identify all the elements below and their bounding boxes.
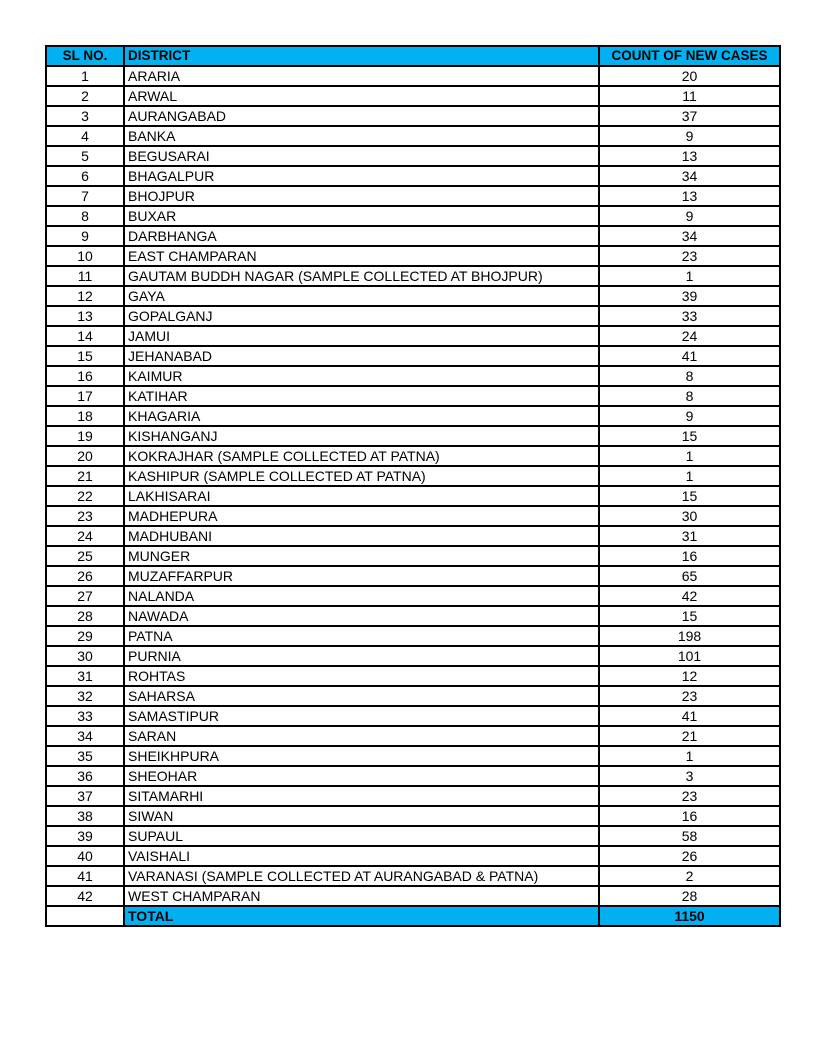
sl-cell: 31 (46, 666, 124, 686)
count-cell: 15 (599, 486, 780, 506)
count-cell: 11 (599, 86, 780, 106)
district-cell: BHAGALPUR (124, 166, 599, 186)
table-row (46, 326, 780, 346)
district-cell: ARARIA (124, 66, 599, 86)
district-cell: LAKHISARAI (124, 486, 599, 506)
district-cell: SHEIKHPURA (124, 746, 599, 766)
district-cell: DARBHANGA (124, 226, 599, 246)
district-cell: SITAMARHI (124, 786, 599, 806)
table-row (46, 386, 780, 406)
count-cell: 1 (599, 446, 780, 466)
district-cell: MUZAFFARPUR (124, 566, 599, 586)
table-row (46, 446, 780, 466)
count-cell: 1 (599, 466, 780, 486)
district-cases-table (45, 45, 781, 927)
district-cell: VARANASI (SAMPLE COLLECTED AT AURANGABAD & PATNA) (124, 866, 599, 886)
sl-cell: 11 (46, 266, 124, 286)
sl-cell: 13 (46, 306, 124, 326)
district-cell: ARWAL (124, 86, 599, 106)
district-cell: GAYA (124, 286, 599, 306)
table-row (46, 226, 780, 246)
sl-cell: 40 (46, 846, 124, 866)
count-cell: 28 (599, 886, 780, 906)
table-row (46, 706, 780, 726)
district-cell: BANKA (124, 126, 599, 146)
count-cell: 15 (599, 426, 780, 446)
sl-cell: 30 (46, 646, 124, 666)
district-cell: PURNIA (124, 646, 599, 666)
table-row (46, 526, 780, 546)
district-cell: MUNGER (124, 546, 599, 566)
sl-cell: 9 (46, 226, 124, 246)
district-cell: BEGUSARAI (124, 146, 599, 166)
count-cell: 33 (599, 306, 780, 326)
district-cell: VAISHALI (124, 846, 599, 866)
sl-cell: 8 (46, 206, 124, 226)
header-count: COUNT OF NEW CASES (599, 46, 780, 66)
sl-cell: 3 (46, 106, 124, 126)
sl-cell: 7 (46, 186, 124, 206)
count-cell: 9 (599, 206, 780, 226)
sl-cell: 19 (46, 426, 124, 446)
table-row (46, 406, 780, 426)
count-cell: 8 (599, 386, 780, 406)
table-row (46, 846, 780, 866)
sl-cell: 21 (46, 466, 124, 486)
sl-cell: 36 (46, 766, 124, 786)
district-cell: EAST CHAMPARAN (124, 246, 599, 266)
district-cell: GOPALGANJ (124, 306, 599, 326)
sl-cell: 27 (46, 586, 124, 606)
total-sl-cell (46, 906, 124, 926)
count-cell: 16 (599, 546, 780, 566)
count-cell: 37 (599, 106, 780, 126)
total-label: TOTAL (124, 906, 599, 926)
count-cell: 42 (599, 586, 780, 606)
sl-cell: 22 (46, 486, 124, 506)
table-row (46, 866, 780, 886)
sl-cell: 41 (46, 866, 124, 886)
district-cell: ROHTAS (124, 666, 599, 686)
sl-cell: 29 (46, 626, 124, 646)
count-cell: 2 (599, 866, 780, 886)
table-row (46, 806, 780, 826)
count-cell: 198 (599, 626, 780, 646)
table-row (46, 306, 780, 326)
table-row (46, 346, 780, 366)
count-cell: 9 (599, 406, 780, 426)
sl-cell: 32 (46, 686, 124, 706)
table-row (46, 546, 780, 566)
count-cell: 65 (599, 566, 780, 586)
count-cell: 13 (599, 146, 780, 166)
district-cell: AURANGABAD (124, 106, 599, 126)
table-row (46, 166, 780, 186)
total-row (46, 906, 780, 926)
table-row (46, 146, 780, 166)
table-row (46, 826, 780, 846)
header-district: DISTRICT (124, 46, 599, 66)
sl-cell: 6 (46, 166, 124, 186)
table-row (46, 646, 780, 666)
district-cell: NAWADA (124, 606, 599, 626)
count-cell: 34 (599, 166, 780, 186)
district-cell: KAIMUR (124, 366, 599, 386)
count-cell: 20 (599, 66, 780, 86)
count-cell: 101 (599, 646, 780, 666)
sl-cell: 42 (46, 886, 124, 906)
table-row (46, 606, 780, 626)
table-row (46, 626, 780, 646)
table-row (46, 246, 780, 266)
sl-cell: 16 (46, 366, 124, 386)
district-cell: JAMUI (124, 326, 599, 346)
district-cell: SUPAUL (124, 826, 599, 846)
count-cell: 12 (599, 666, 780, 686)
district-cases-table-container (45, 45, 779, 927)
table-row (46, 86, 780, 106)
table-row (46, 66, 780, 86)
sl-cell: 33 (46, 706, 124, 726)
district-cell: SARAN (124, 726, 599, 746)
table-row (46, 106, 780, 126)
count-cell: 30 (599, 506, 780, 526)
table-row (46, 726, 780, 746)
district-cell: WEST CHAMPARAN (124, 886, 599, 906)
table-row (46, 566, 780, 586)
count-cell: 41 (599, 346, 780, 366)
district-cell: JEHANABAD (124, 346, 599, 366)
table-body (46, 66, 780, 906)
count-cell: 9 (599, 126, 780, 146)
table-row (46, 426, 780, 446)
sl-cell: 28 (46, 606, 124, 626)
sl-cell: 24 (46, 526, 124, 546)
district-cell: SIWAN (124, 806, 599, 826)
table-row (46, 586, 780, 606)
district-cell: PATNA (124, 626, 599, 646)
count-cell: 31 (599, 526, 780, 546)
district-cell: KATIHAR (124, 386, 599, 406)
district-cell: SAHARSA (124, 686, 599, 706)
district-cell: MADHUBANI (124, 526, 599, 546)
total-count: 1150 (599, 906, 780, 926)
count-cell: 58 (599, 826, 780, 846)
count-cell: 23 (599, 786, 780, 806)
sl-cell: 17 (46, 386, 124, 406)
district-cell: KOKRAJHAR (SAMPLE COLLECTED AT PATNA) (124, 446, 599, 466)
count-cell: 24 (599, 326, 780, 346)
table-row (46, 266, 780, 286)
table-row (46, 886, 780, 906)
count-cell: 8 (599, 366, 780, 386)
district-cell: KHAGARIA (124, 406, 599, 426)
sl-cell: 25 (46, 546, 124, 566)
table-row (46, 766, 780, 786)
count-cell: 1 (599, 266, 780, 286)
count-cell: 23 (599, 246, 780, 266)
count-cell: 16 (599, 806, 780, 826)
header-sl-no: SL NO. (46, 46, 124, 66)
count-cell: 26 (599, 846, 780, 866)
count-cell: 1 (599, 746, 780, 766)
table-row (46, 126, 780, 146)
table-row (46, 206, 780, 226)
count-cell: 39 (599, 286, 780, 306)
sl-cell: 34 (46, 726, 124, 746)
table-row (46, 486, 780, 506)
district-cell: MADHEPURA (124, 506, 599, 526)
district-cell: BUXAR (124, 206, 599, 226)
sl-cell: 35 (46, 746, 124, 766)
count-cell: 34 (599, 226, 780, 246)
sl-cell: 15 (46, 346, 124, 366)
table-row (46, 186, 780, 206)
sl-cell: 1 (46, 66, 124, 86)
table-row (46, 746, 780, 766)
sl-cell: 39 (46, 826, 124, 846)
district-cell: NALANDA (124, 586, 599, 606)
table-row (46, 666, 780, 686)
sl-cell: 18 (46, 406, 124, 426)
district-cell: BHOJPUR (124, 186, 599, 206)
table-row (46, 786, 780, 806)
sl-cell: 4 (46, 126, 124, 146)
district-cell: GAUTAM BUDDH NAGAR (SAMPLE COLLECTED AT BHOJPUR) (124, 266, 599, 286)
district-cell: KASHIPUR (SAMPLE COLLECTED AT PATNA) (124, 466, 599, 486)
count-cell: 15 (599, 606, 780, 626)
table-row (46, 506, 780, 526)
table-row (46, 366, 780, 386)
table-row (46, 466, 780, 486)
district-cell: KISHANGANJ (124, 426, 599, 446)
district-cell: SAMASTIPUR (124, 706, 599, 726)
count-cell: 41 (599, 706, 780, 726)
sl-cell: 37 (46, 786, 124, 806)
sl-cell: 26 (46, 566, 124, 586)
table-header-row (46, 46, 780, 66)
table-row (46, 286, 780, 306)
sl-cell: 10 (46, 246, 124, 266)
sl-cell: 23 (46, 506, 124, 526)
sl-cell: 12 (46, 286, 124, 306)
count-cell: 21 (599, 726, 780, 746)
count-cell: 13 (599, 186, 780, 206)
sl-cell: 14 (46, 326, 124, 346)
sl-cell: 5 (46, 146, 124, 166)
sl-cell: 20 (46, 446, 124, 466)
count-cell: 23 (599, 686, 780, 706)
district-cell: SHEOHAR (124, 766, 599, 786)
sl-cell: 38 (46, 806, 124, 826)
sl-cell: 2 (46, 86, 124, 106)
count-cell: 3 (599, 766, 780, 786)
table-row (46, 686, 780, 706)
